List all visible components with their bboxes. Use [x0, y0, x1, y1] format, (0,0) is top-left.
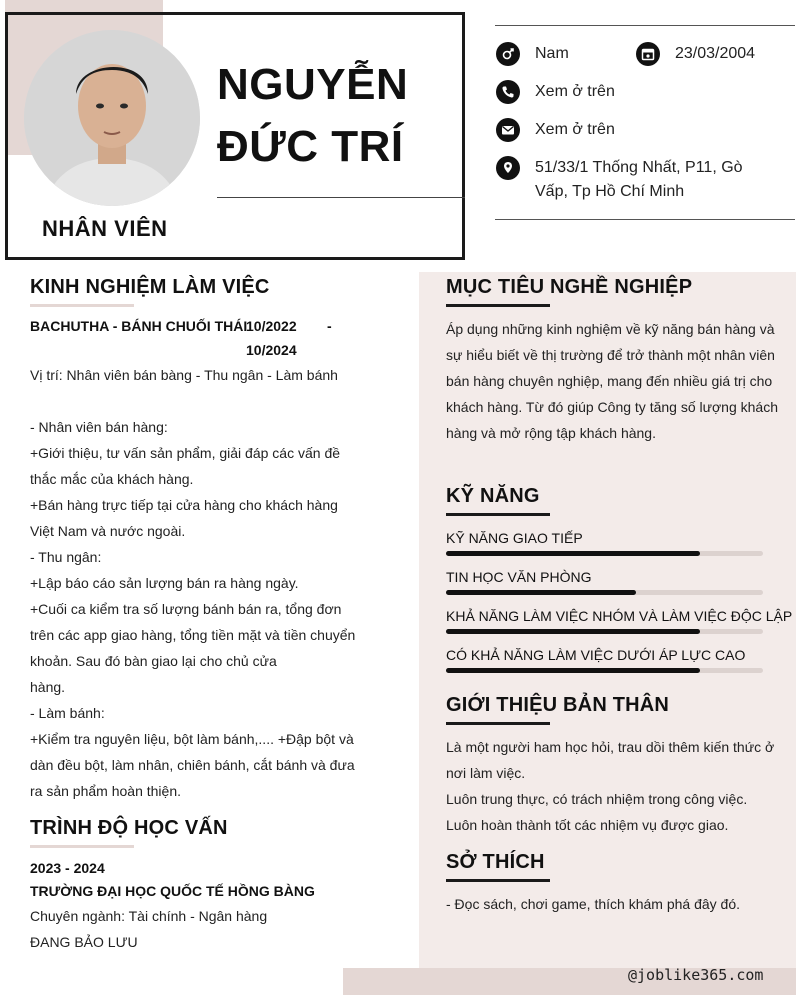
calendar-icon	[636, 42, 660, 66]
skill-bar-fill	[446, 590, 636, 595]
skill-bar-fill	[446, 629, 700, 634]
skill-bar-fill	[446, 551, 700, 556]
experience-title: KINH NGHIỆM LÀM VIỆC	[30, 276, 270, 298]
address-value	[535, 156, 743, 204]
name-line-2: ĐỨC TRÍ	[217, 122, 404, 171]
skill-label: KHẢ NĂNG LÀM VIỆC NHÓM VÀ LÀM VIỆC ĐỘC LẬP	[446, 608, 793, 624]
email-value: Xem ở trên	[535, 121, 615, 138]
email-icon	[496, 118, 520, 142]
major-text: Chuyên ngành: Tài chính - Ngân hàng	[30, 908, 268, 924]
skill-label: KỸ NĂNG GIAO TIẾP	[446, 530, 583, 546]
about-text	[446, 734, 786, 838]
address-line-1: 51/33/1 Thống Nhất, P11, Gò	[535, 159, 743, 176]
exp-line: - Làm bánh:	[30, 705, 105, 721]
objective-line: bán hàng chuyên nghiệp, mang đến nhiều giá trị cho	[446, 373, 773, 389]
about-title: GIỚI THIỆU BẢN THÂN	[446, 694, 670, 716]
contact-divider-top	[495, 25, 795, 26]
about-line: Luôn hoàn thành tốt các nhiệm vụ được giao.	[446, 817, 729, 833]
skill-bar-track	[446, 668, 763, 673]
dob-value: 23/03/2004	[675, 45, 756, 62]
job-role: NHÂN VIÊN	[42, 216, 168, 241]
exp-line: +Cuối ca kiểm tra số lượng bánh bán ra, tổng đơn	[30, 601, 342, 617]
gender-value: Nam	[535, 45, 569, 62]
exp-line: - Nhân viên bán hàng:	[30, 419, 168, 435]
avatar-photo	[24, 30, 200, 206]
exp-line: +Kiểm tra nguyên liệu, bột làm bánh,.... +Đập bột và	[30, 731, 354, 747]
footer-watermark: @joblike365.com	[628, 966, 764, 984]
skill-bar-track	[446, 590, 763, 595]
period-end: 10/2024	[246, 342, 297, 358]
education-title: TRÌNH ĐỘ HỌC VẤN	[30, 817, 228, 839]
education-underline	[30, 845, 134, 848]
about-underline	[446, 722, 550, 725]
hobbies-underline	[446, 879, 550, 882]
about-line: Luôn trung thực, có trách nhiệm trong công việc.	[446, 791, 748, 807]
avatar	[24, 30, 200, 206]
address-line-2: Vấp, Tp Hồ Chí Minh	[535, 183, 685, 200]
exp-line: trên các app giao hàng, tổng tiền mặt và tiền chuyển	[30, 627, 356, 643]
gender-icon	[496, 42, 520, 66]
full-name	[217, 54, 408, 178]
period-dash: -	[327, 318, 332, 334]
exp-line: dàn đều bột, làm nhân, chiên bánh, cắt bánh và đưa	[30, 757, 355, 773]
exp-line: hàng.	[30, 679, 66, 695]
objective-underline	[446, 304, 550, 307]
skill-label: TIN HỌC VĂN PHÒNG	[446, 569, 592, 585]
education-status: ĐANG BẢO LƯU	[30, 934, 138, 950]
contact-divider-bottom	[495, 219, 795, 220]
objective-line: Áp dụng những kinh nghiệm về kỹ năng bán hàng và	[446, 321, 775, 337]
skill-bar-track	[446, 629, 763, 634]
exp-line: +Lập báo cáo sản lượng bán ra hàng ngày.	[30, 575, 299, 591]
skill-bar-fill	[446, 668, 700, 673]
company-name: BACHUTHA - BÁNH CHUỐI THÁI	[30, 318, 248, 334]
location-icon	[496, 156, 520, 180]
exp-line: - Thu ngân:	[30, 549, 102, 565]
about-line: Là một người ham học hỏi, trau dồi thêm kiến thức ở	[446, 739, 775, 755]
objective-line: khách hàng. Từ đó giúp Công ty tăng số lượng khách	[446, 399, 778, 415]
exp-line: thắc mắc của khách hàng.	[30, 471, 194, 487]
about-line: nơi làm việc.	[446, 765, 526, 781]
skills-underline	[446, 513, 550, 516]
exp-line: +Bán hàng trực tiếp tại cửa hàng cho khách hàng	[30, 497, 338, 513]
name-line-1: NGUYỄN	[217, 60, 409, 109]
education-period: 2023 - 2024	[30, 860, 105, 876]
hobbies-text: - Đọc sách, chơi game, thích khám phá đây đó.	[446, 896, 740, 912]
exp-line: Việt Nam và nước ngoài.	[30, 523, 186, 539]
experience-underline	[30, 304, 134, 307]
skills-title: KỸ NĂNG	[446, 485, 540, 507]
skill-bar-track	[446, 551, 763, 556]
hobbies-title: SỞ THÍCH	[446, 851, 545, 873]
objective-line: sự hiểu biết về thị trường để trở thành một nhân viên	[446, 347, 775, 363]
exp-line: khoản. Sau đó bàn giao lại cho chủ cửa	[30, 653, 277, 669]
period-start: 10/2022	[246, 318, 297, 334]
phone-icon	[496, 80, 520, 104]
experience-details	[30, 414, 360, 804]
phone-value: Xem ở trên	[535, 83, 615, 100]
school-name: TRƯỜNG ĐẠI HỌC QUỐC TẾ HỒNG BÀNG	[30, 883, 315, 899]
skill-label: CÓ KHẢ NĂNG LÀM VIỆC DƯỚI ÁP LỰC CAO	[446, 647, 746, 663]
objective-title: MỤC TIÊU NGHỀ NGHIỆP	[446, 276, 693, 298]
objective-line: hàng và mở rộng tập khách hàng.	[446, 425, 656, 441]
name-divider	[217, 197, 465, 198]
exp-line: +Giới thiệu, tư vấn sản phẩm, giải đáp các vấn đề	[30, 445, 341, 461]
objective-text	[446, 316, 786, 446]
position-text: Vị trí: Nhân viên bán bàng - Thu ngân - Làm bánh	[30, 367, 338, 383]
exp-line: ra sản phẩm hoàn thiện.	[30, 783, 181, 799]
